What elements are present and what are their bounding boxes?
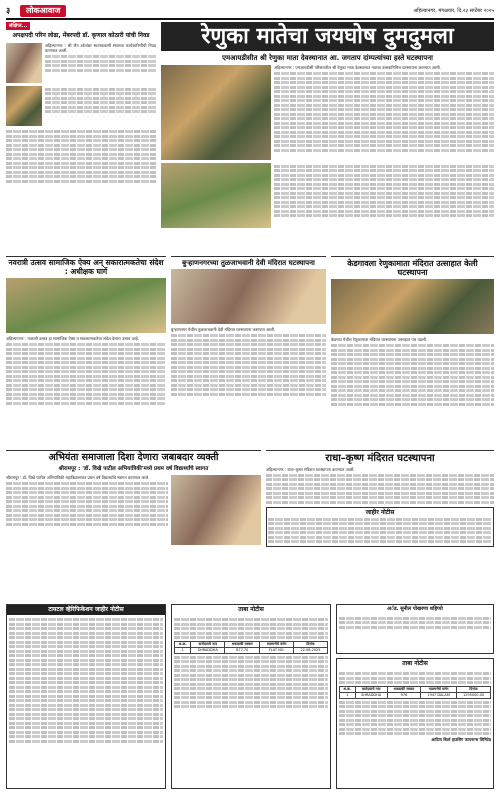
main-story <box>161 22 494 252</box>
public-notice-heading: जाहीर नोटीस <box>365 508 395 516</box>
possession-notice-left <box>171 604 331 789</box>
abhiyan-subheadline: श्रीरामपूर : 'डॉ. विखे पाटील अभियांत्रिकी'मध्ये प्रथम वर्ष विद्यार्थ्यांचे स्वागत <box>58 465 209 472</box>
tulja-headline: बुऱ्हाणनगरच्या तुळजाभवानी देवी मंदिरात घटस्थापना <box>182 259 315 267</box>
date-line: अहिल्यानगर, मंगळवार, दि.२३ सप्टेंबर २०२५ <box>413 7 494 14</box>
bank-signature: आदित्य बिर्ला हाउसिंग फायनान्स लिमिटेड <box>431 736 491 742</box>
kedgaon-photo <box>331 279 494 334</box>
table-row: 1 SHRADDHA 877.70 FLAT NO. 22.08.2025 <box>175 647 328 653</box>
ceremony-photo <box>161 163 271 228</box>
tender-heading: टायटल व्हेरिफिकेशन जाहीर नोटीस <box>7 605 165 615</box>
section-tag: संक्षिप्त... <box>6 22 30 30</box>
newspaper-logo: लोकआवाज <box>20 5 66 17</box>
portrait-photo-2 <box>6 86 42 126</box>
possession-notice-right <box>336 658 494 789</box>
bank-notice-heading: अॅड. सुनील पोखरणा शहिप्पो <box>387 606 443 612</box>
navratri-photo <box>6 278 166 333</box>
notice-table-right: अ.क्र. कर्जदाराचे नाव थकबाकी रक्कम मालमत्तेचे वर्णन दिनांक 1 SHRADDHA 976 1947 DALAM 1295000.00 <box>339 686 491 700</box>
th-property: मालमत्तेचे वर्णन <box>260 641 294 647</box>
navratri-body: अहिल्यानगर : नवरात्री उत्सव हा सामाजिक ऐक्य व सकारात्मकतेचा संदेश देणारा उत्सव आहे. <box>6 336 139 342</box>
tulja-photo <box>171 269 326 324</box>
th-amount: थकबाकी रक्कम <box>225 641 260 647</box>
radha-headline: राधा–कृष्ण मंदिरात घटस्थापना <box>325 453 435 464</box>
kedgaon-body: केडगाव येथील रेणुकामाता मंदिरात घटस्थापना उत्साहात पार पडली. <box>331 337 427 343</box>
left-body: अहिल्यानगर : श्री जैन श्वेतांबर स्थानकवासी संघाच्या कार्यकारिणीची निवड करण्यात आली. <box>45 43 156 54</box>
kedgaon-story <box>331 256 494 446</box>
main-headline: रेणुका मातेचा जयघोष दुमदुमला <box>161 22 494 51</box>
tulja-body: बुऱ्हाणनगर येथील तुळजाभवानी देवी मंदिरात घटस्थापना करण्यात आली. <box>171 327 276 333</box>
abhiyan-photo <box>171 475 261 545</box>
radha-body: अहिल्यानगर : राधा–कृष्ण मंदिरात घटस्थापना करण्यात आली. <box>266 466 355 472</box>
temple-photo <box>161 65 271 160</box>
possession-heading-right: ताबा नोटीस <box>402 660 428 667</box>
abhiyan-body: श्रीरामपूर : डॉ. विखे पाटील अभियांत्रिकी महाविद्यालयात प्रथम वर्ष विद्यार्थ्यांचे स्वागत करण्यात आले. <box>6 475 150 481</box>
radha-story <box>266 450 494 600</box>
possession-heading-left: ताबा नोटीस <box>238 606 264 613</box>
th-sr: अ.क्र. <box>175 641 191 647</box>
bank-notice <box>336 604 494 654</box>
tulja-story <box>171 256 326 446</box>
kedgaon-headline: केडगावला रेणुकामाता मंदिरात उत्साहात केली घटस्थापना <box>347 259 478 278</box>
left-column <box>6 22 156 252</box>
page-number: ३ <box>6 6 11 15</box>
tender-notice <box>6 604 166 789</box>
navratri-headline: नवरात्री उत्सव सामाजिक ऐक्य अन् सकारात्मकतेचा संदेश : अधीक्षक घार्गे <box>8 258 164 276</box>
masthead <box>6 4 494 20</box>
left-headline: अपक्षपदी परिन लोढा, मेंबरपदी डॉ. कृणाल कोठारी यांची निवड <box>12 32 150 40</box>
th-name: कर्जदाराचे नाव <box>191 641 225 647</box>
abhiyan-story <box>6 450 261 600</box>
th-date: दिनांक <box>293 641 327 647</box>
abhiyan-headline: अभियंता समाजाला दिशा देणारा जबाबदार व्यक्ती <box>48 452 219 463</box>
main-body: अहिल्यानगर : एमआयडीसी परिसरातील श्री रेणुका माता देवस्थानात नवरात्र उत्सवानिमित्त घटस्थापना करण्यात आली. <box>274 65 441 71</box>
navratri-story <box>6 256 166 446</box>
notice-table-left <box>174 641 328 655</box>
portrait-photo <box>6 43 42 83</box>
table-row: 1 SHRADDHA 976 1947 DALAM 1295000.00 <box>340 692 491 698</box>
main-subheadline: एमआयडीसीत श्री रेणुका माता देवस्थानात आ. जगताप दांम्पत्यांच्या हस्ते घटस्थापना <box>222 54 433 63</box>
